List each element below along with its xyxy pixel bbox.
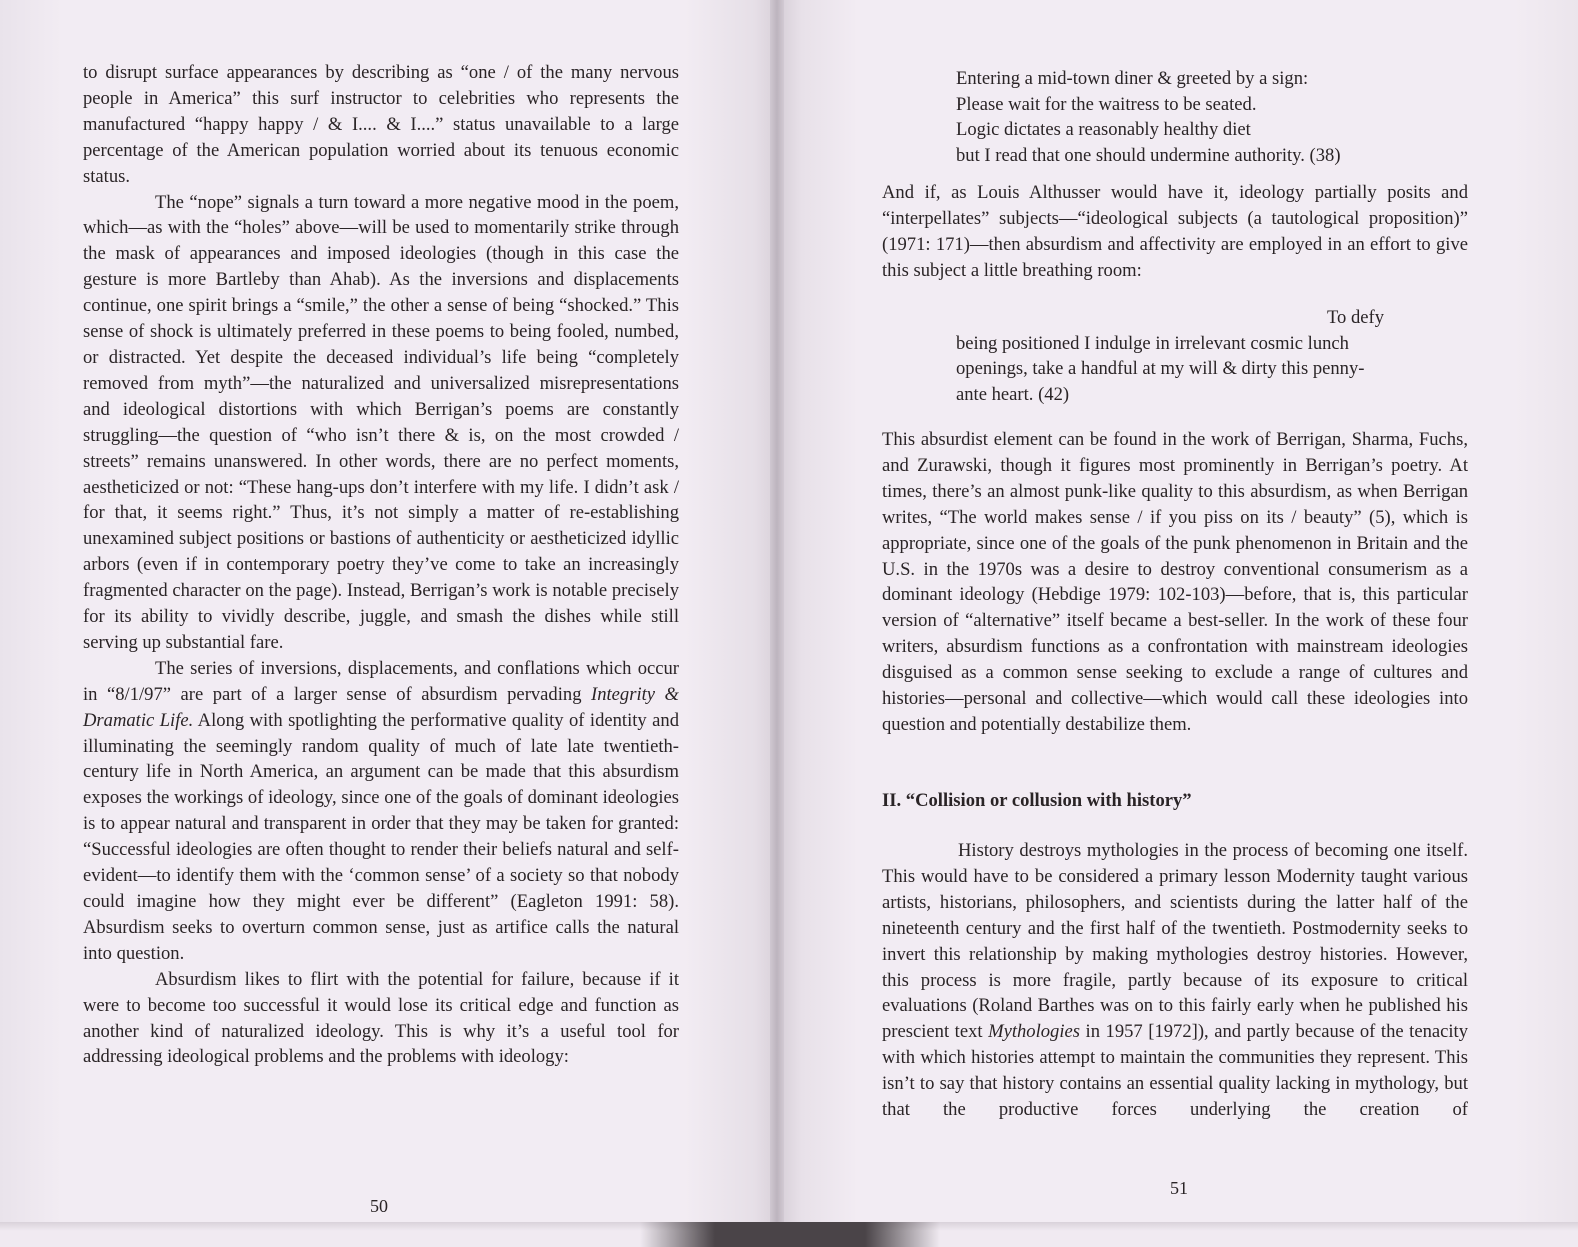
poem-excerpt-42 (956, 305, 1436, 407)
book-gutter (770, 0, 784, 1247)
poem-excerpt-38 (956, 66, 1436, 168)
paragraph-absurdist-text: This absurdist element can be found in the work of Berrigan, Sharma, Fuchs, and Zurawski, though it figures most prominently in Berrigan’s poetry. At times, there’s an almost punk-like quality to this absurdism, as when Berrigan writes, “The world makes sense / if you piss on its / beauty” (5), which is appropriate, since one of the goals of the punk phenomenon in Britain and the U.S. in the 1970s was a desire to destroy conventional consumerism as a dominant ideology (Hebdige 1979: 102-103)—before, that is, this particular version of “alternative” itself became a best-seller. In the work of these four writers, absurdism functions as a confrontation with mainstream ideologies disguised as a common sense seeking to exclude a range of cultures and histories—personal and collective—which would call these ideologies into question and potentially destabilize them. (882, 429, 1468, 735)
paragraph-althusser-text: And if, as Louis Althusser would have it, ideology partially posits and “interpellates” subjects—“ideological subjects (a tautological proposition)” (1971: 171)—then absurdism and affectivity are employed in an effort to give this subject a little breathing room: (882, 182, 1468, 281)
paragraph-althusser (882, 180, 1468, 284)
left-paragraph-1: to disrupt surface appearances by describing as “one / of the many nervous people in America” this surf instructor to celebrities who represents the manufactured “happy happy / & I.... & I....” status unavailable to a large percentage of the American population worried about its tenuous economic status. (83, 62, 679, 187)
left-paragraph-3 (83, 656, 679, 967)
poem-line: Logic dictates a reasonably healthy diet (956, 119, 1251, 141)
left-paragraph-2: The “nope” signals a turn toward a more negative mood in the poem, which—as with the “holes” above—will be used to momentarily strike through the mask of appearances and imposed ideologies (though in this case the gesture is more Bartleby than Ahab). As the inversions and displacements continue, one spirit brings a “smile,” the other a sense of being “shocked.” This sense of shock is ultimately preferred in these poems to being fooled, numbed, or distracted. Yet despite the deceased individual’s life being “completely removed from myth”—the naturalized and universalized misrepresentations and ideological distortions with which Berrigan’s poems are constantly struggling—the question of “who isn’t there & is, on the most crowded / streets” remains unanswered. In other words, there are no perfect moments, aestheticized or not: “These hang-ups don’t interfere with my life. I didn’t ask / for that, it seems right.” Thus, it’s not simply a matter of re-establishing unexamined subject positions or bastions of authenticity or aestheticized idyllic arbors (even if in contemporary poetry they’ve come to take an increasingly fragmented character on the page). Instead, Berrigan’s work is notable precisely for its ability to vividly describe, juggle, and smash the dishes while still serving up substantial fare. (83, 191, 679, 653)
right-page-number: 51 (1170, 1178, 1188, 1198)
paragraph-history-start: History destroys mythologies in the process of becoming one itself. This would have to be considered a primary lesson Modernity taught various artists, historians, philosophers, and scientists during the latter half of the nineteenth century and the first half of the twentieth. Postmodernity seeks to invert this relationship by making mythologies destroy histories. However, this process is more fragile, partly because of its exposure to critical evaluations (Roland Barthes was on to this fairly early when he published his prescient text (882, 840, 1468, 1043)
spine-shadow (640, 1222, 940, 1247)
poem-line: being positioned I indulge in irrelevant cosmic lunch (956, 332, 1349, 354)
poem-line: To defy (1326, 307, 1384, 328)
book-title-mythologies: Mythologies (988, 1021, 1080, 1043)
left-paragraph-4: Absurdism likes to flirt with the potential for failure, because if it were to become too successful it would lose its critical edge and function as another kind of naturalized ideology. This is why it’s a useful tool for addressing ideological problems and the problems with ideology: (83, 968, 679, 1068)
paragraph-history-text (882, 838, 1468, 1123)
poem-line: ante heart. (42) (956, 383, 1070, 405)
paragraph-history (882, 838, 1468, 1123)
left-paragraph-3-start: The series of inversions, displacements, and conflations which occur in “8/1/97” are part of a larger sense of absurdism pervading (83, 657, 679, 705)
book-title-integrity: Integrity & Dramatic Life. (83, 683, 679, 731)
left-paragraph-3-rest: Along with spotlighting the performative quality of identity and illuminating the seemingly random quality of much of late late twentieth-century life in North America, an argument can be made that this absurdism exposes the workings of ideology, since one of the goals of dominant ideologies is to appear natural and transparent in order that they may be taken for granted: “Successful ideologies are often thought to render their beliefs natural and self-evident—to identify them with the ‘common sense’ of a society so that nobody could imagine how they might ever be different” (Eagleton 1991: 58). Absurdism seeks to overturn common sense, just as artifice calls the natural into question. (83, 709, 680, 964)
left-page-number: 50 (370, 1196, 388, 1216)
poem-line: openings, take a handful at my will & dirty this penny- (956, 358, 1365, 380)
paragraph-history-rest: in 1957 [1972]), and partly because of the tenacity with which histories attempt to maintain the communities they represent. This isn’t to say that history contains an essential quality lacking in mythology, but that the productive forces underlying the creation of (882, 1021, 1468, 1121)
section-heading: II. “Collision or collusion with history” (882, 790, 1192, 811)
page-bottom-edge (0, 1222, 1578, 1247)
poem-line: Entering a mid-town diner & greeted by a sign: (956, 68, 1309, 89)
paragraph-absurdist (882, 427, 1468, 738)
left-page-body (83, 60, 679, 1070)
poem-line: but I read that one should undermine authority. (38) (956, 144, 1341, 166)
poem-line: Please wait for the waitress to be seated. (956, 93, 1257, 115)
